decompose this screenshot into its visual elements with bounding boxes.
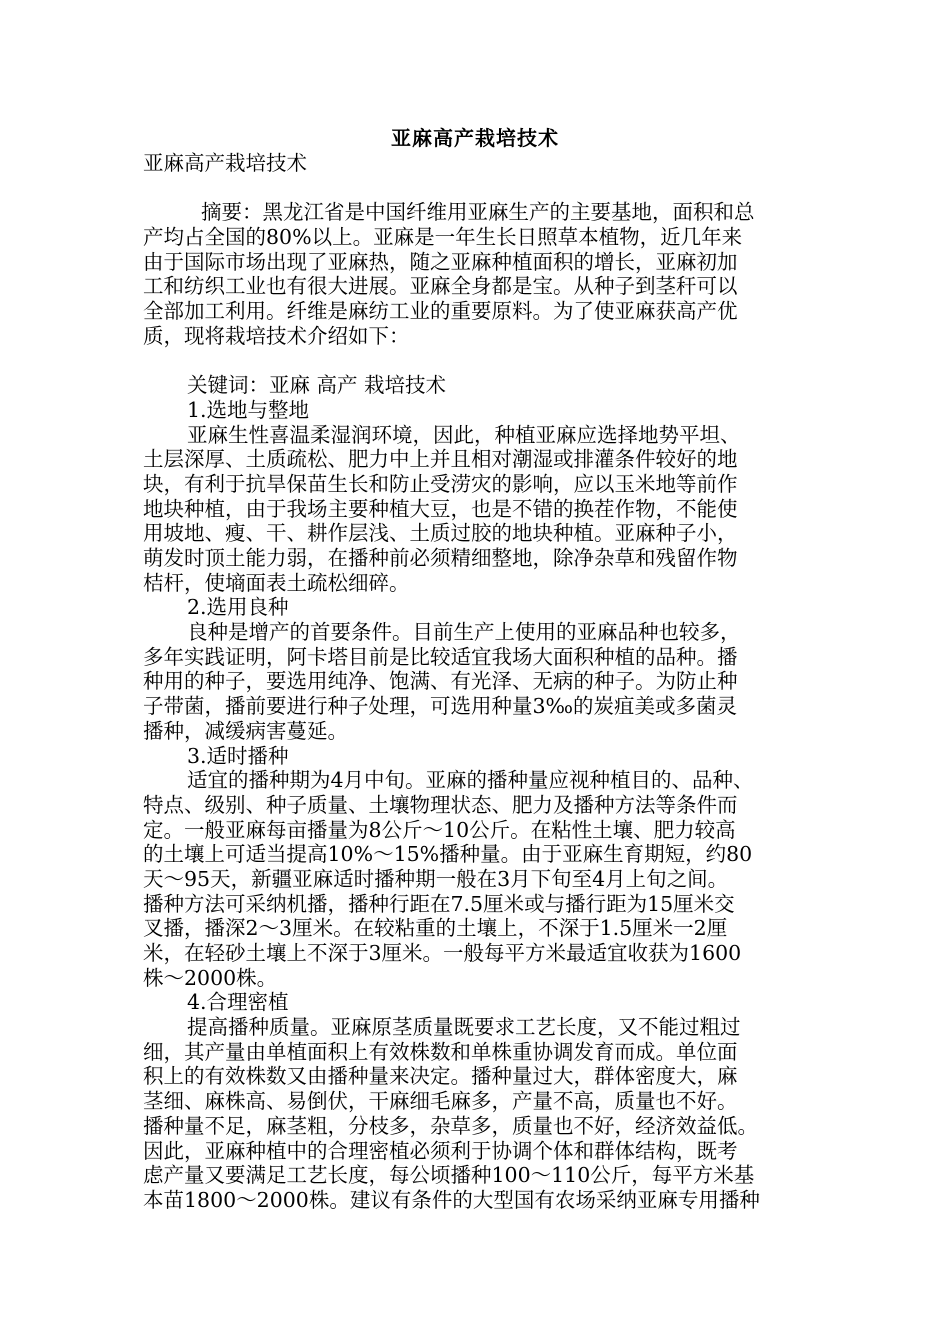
paragraph-line: 地块种植，由于我场主要种植大豆，也是不错的换茬作物，不能使 xyxy=(143,496,738,521)
paragraph-line: 茎细、麻株高、易倒伏，干麻细毛麻多，产量不高，质量也不好。 xyxy=(143,1089,738,1114)
paragraph-line: 积上的有效株数又由播种量来决定。播种量过大，群体密度大，麻 xyxy=(143,1064,738,1089)
section-heading: 4.合理密植 xyxy=(187,990,289,1015)
blank-line xyxy=(143,349,807,374)
abstract-line: 全部加工利用。纤维是麻纺工业的重要原料。为了使亚麻获高产优 xyxy=(143,299,738,324)
paragraph-line: 叉播，播深2～3厘米。在较粘重的土壤上，不深于1.5厘米一2厘 xyxy=(143,916,728,941)
paragraph-line: 定。一般亚麻每亩播量为8公斤～10公斤。在粘性土壤、肥力较高 xyxy=(143,817,736,842)
abstract-paragraph xyxy=(143,200,807,348)
keywords-line: 关键词：亚麻 高产 栽培技术 xyxy=(187,373,447,398)
abstract-line: 由于国际市场出现了亚麻热，随之亚麻种植面积的增长，亚麻初加 xyxy=(143,249,738,274)
abstract-line: 产均占全国的80%以上。亚麻是一年生长日照草本植物，近几年来 xyxy=(143,225,743,250)
paragraph-line: 特点、级别、种子质量、土壤物理状态、肥力及播种方法等条件而 xyxy=(143,792,738,817)
document-body xyxy=(143,151,807,1213)
paragraph-line: 因此，亚麻种植中的合理密植必须利于协调个体和群体结构，既考 xyxy=(143,1138,738,1163)
paragraph-line: 种用的种子，要选用纯净、饱满、有光泽、无病的种子。为防止种 xyxy=(143,669,738,694)
paragraph-line: 块，有利于抗旱保苗生长和防止受涝灾的影响，应以玉米地等前作 xyxy=(143,471,738,496)
paragraph-line: 多年实践证明，阿卡塔目前是比较适宜我场大面积种植的品种。播 xyxy=(143,644,738,669)
paragraph-line: 土层深厚、土质疏松、肥力中上并且相对潮湿或排灌条件较好的地 xyxy=(143,447,738,472)
abstract-line: 工和纺织工业也有很大进展。亚麻全身都是宝。从种子到茎秆可以 xyxy=(143,274,738,299)
section-heading: 1.选地与整地 xyxy=(187,397,310,422)
abstract-line: 质，现将栽培技术介绍如下： xyxy=(143,323,410,348)
section-3 xyxy=(143,744,807,991)
paragraph-line: 亚麻生性喜温柔湿润环境，因此，种植亚麻应选择地势平坦、 xyxy=(187,422,741,447)
paragraph-line: 细，其产量由单植面积上有效株数和单株重协调发育而成。单位面 xyxy=(143,1039,738,1064)
paragraph-line: 本苗1800～2000株。建议有条件的大型国有农场采纳亚麻专用播种 xyxy=(143,1187,760,1212)
paragraph-line: 用坡地、瘦、干、耕作层浅、土质过胶的地块种植。亚麻种子小， xyxy=(143,521,738,546)
paragraph-line: 萌发时顶土能力弱，在播种前必须精细整地，除净杂草和残留作物 xyxy=(143,546,738,570)
paragraph-line: 株～2000株。 xyxy=(143,965,278,990)
paragraph-line: 良种是增产的首要条件。目前生产上使用的亚麻品种也较多， xyxy=(187,620,741,645)
paragraph-line: 虑产量又要满足工艺长度，每公顷播种100～110公斤，每平方米基 xyxy=(143,1163,755,1188)
paragraph-line: 适宜的播种期为4月中旬。亚麻的播种量应视种植目的、品种、 xyxy=(187,768,754,793)
paragraph-line: 播种，减缓病害蔓延。 xyxy=(143,718,348,743)
paragraph-line: 米，在轻砂土壤上不深于3厘米。一般每平方米最适宜收获为1600 xyxy=(143,941,742,965)
paragraph-line: 播种方法可采纳机播，播种行距在7.5厘米或与播行距为15厘米交 xyxy=(143,891,735,916)
section-heading: 3.适时播种 xyxy=(187,743,289,768)
section-4 xyxy=(143,990,807,1212)
paragraph-line: 提高播种质量。亚麻原茎质量既要求工艺长度，又不能过粗过 xyxy=(187,1015,741,1040)
paragraph-line: 播种量不足，麻茎粗，分枝多，杂草多，质量也不好，经济效益低。 xyxy=(143,1113,758,1138)
paragraph-line: 天～95天，新疆亚麻适时播种期一般在3月下旬至4月上旬之间。 xyxy=(143,866,729,891)
document-subtitle: 亚麻高产栽培技术 xyxy=(143,151,307,175)
paragraph-line: 子带菌，播前要进行种子处理，可选用种量3‰的炭疽美或多菌灵 xyxy=(143,694,738,719)
document-title: 亚麻高产栽培技术 xyxy=(391,126,559,150)
section-heading: 2.选用良种 xyxy=(187,595,289,620)
section-2 xyxy=(143,595,807,743)
paragraph-line: 的土壤上可适当提高10%～15%播种量。由于亚麻生育期短，约80 xyxy=(143,842,753,867)
blank-line xyxy=(143,176,807,201)
abstract-line: 摘要：黑龙江省是中国纤维用亚麻生产的主要基地，面积和总 xyxy=(201,200,755,225)
paragraph-line: 桔杆，使墒面表土疏松细碎。 xyxy=(143,570,410,595)
section-1 xyxy=(143,398,807,596)
